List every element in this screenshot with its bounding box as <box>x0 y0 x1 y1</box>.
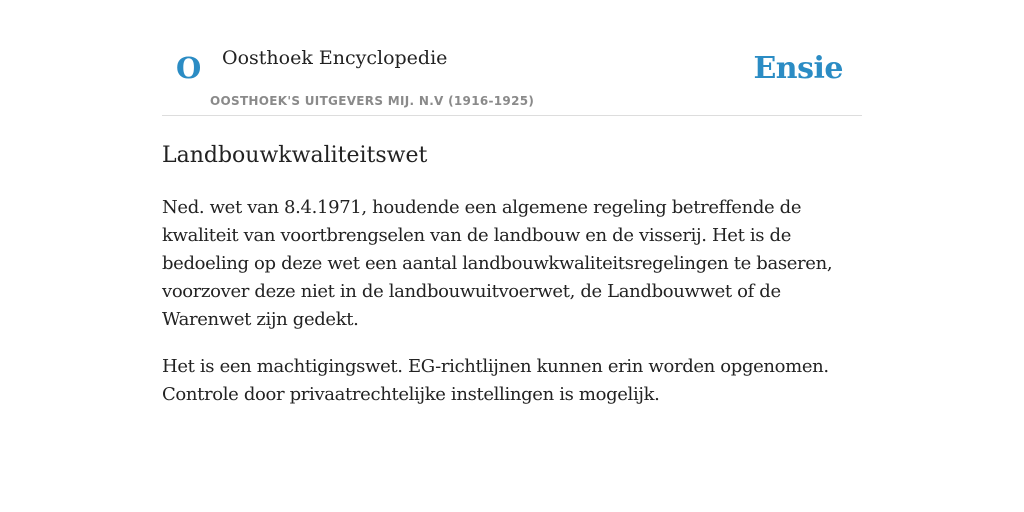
site-title[interactable]: Oosthoek Encyclopedie <box>222 47 448 69</box>
article-title: Landbouwkwaliteitswet <box>162 143 428 168</box>
article-paragraph: Ned. wet van 8.4.1971, houdende een algemene regeling betreffende de kwaliteit van voortbrengselen van de landbouw en de visserij. Het is de bedoeling op deze wet een aantal landbouwkwaliteitsregelingen te baseren, voorzover deze niet in de landbouwuitvoerwet, de Landbouwwet of de Warenwet zijn gedekt. <box>162 197 833 330</box>
page-container <box>162 0 862 409</box>
article-paragraph: Het is een machtigingswet. EG-richtlijnen kunnen erin worden opgenomen. Controle door privaatrechtelijke instellingen is mogelijk. <box>162 356 829 405</box>
brand-logo[interactable]: Ensie <box>753 51 843 86</box>
site-header <box>162 0 862 116</box>
logo-icon[interactable]: O <box>176 51 202 85</box>
publisher-label: OOSTHOEK'S UITGEVERS MIJ. N.V (1916-1925) <box>210 94 535 108</box>
